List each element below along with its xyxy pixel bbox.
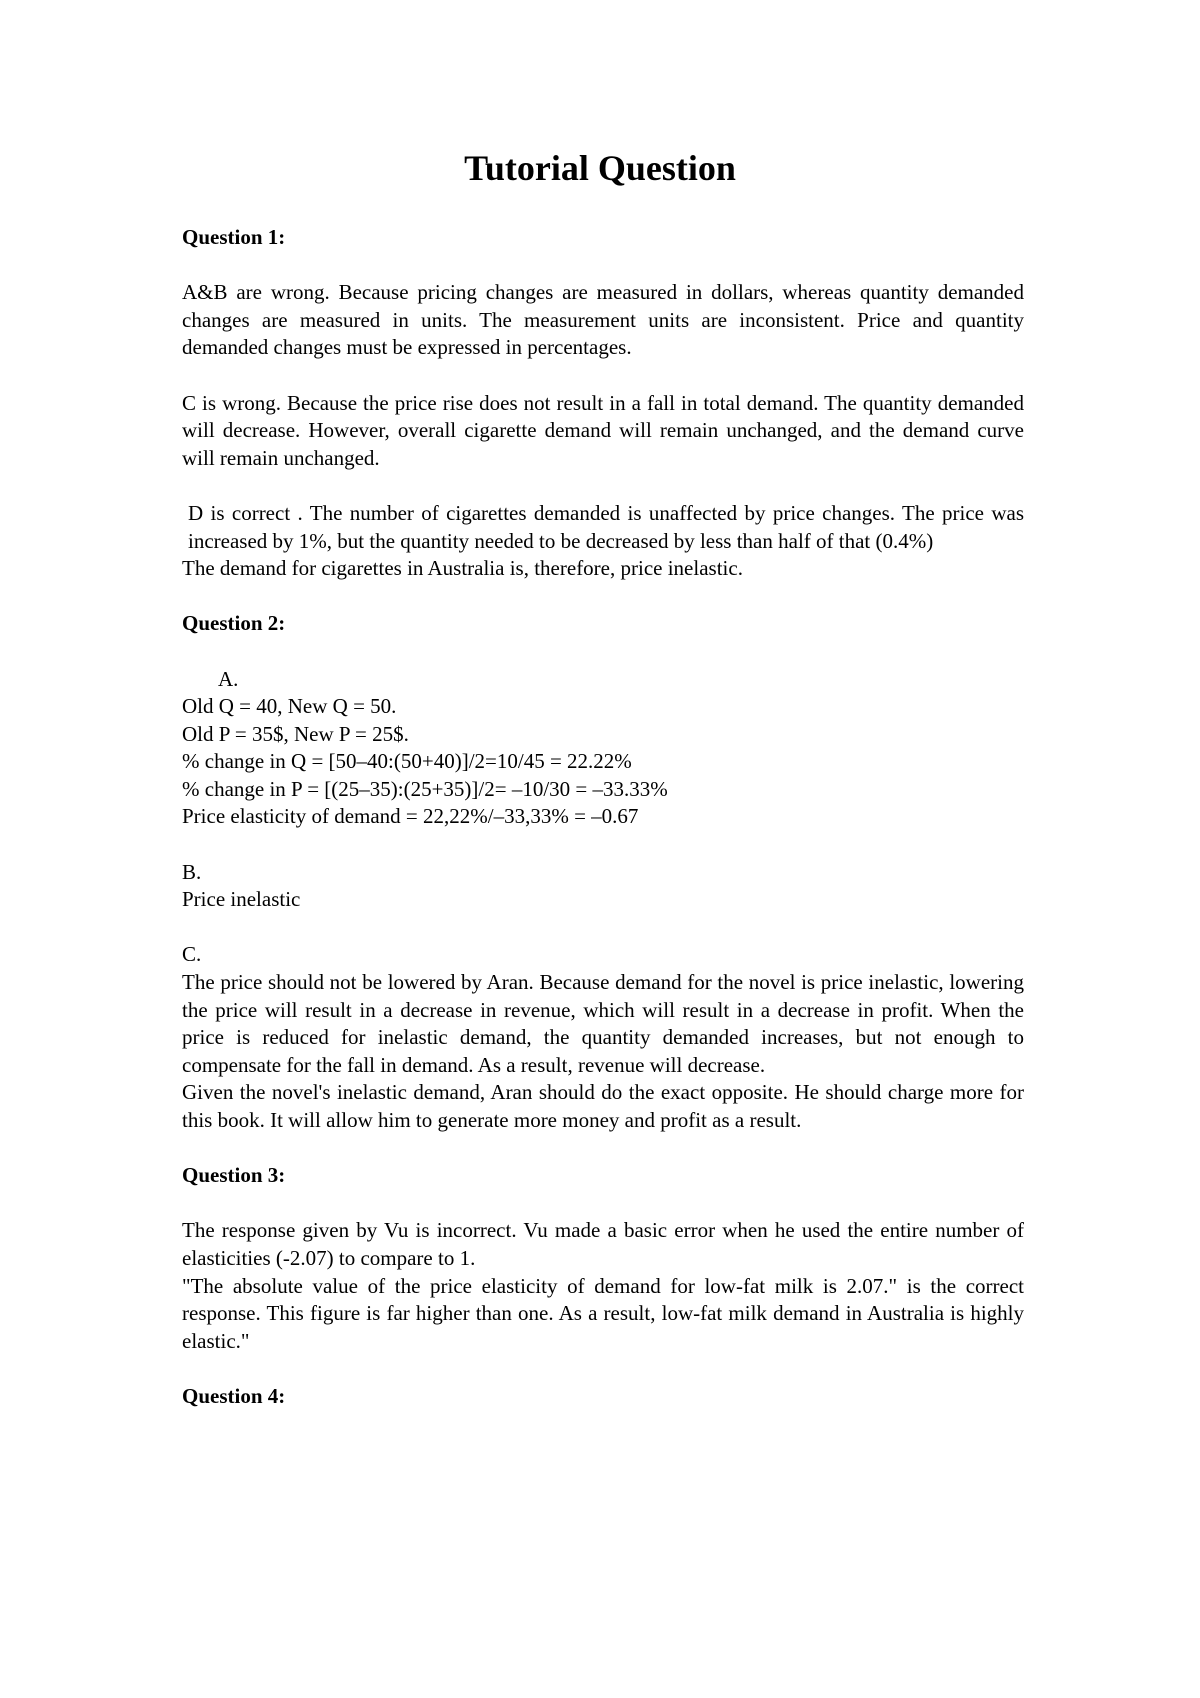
- question-2-part-c-paragraph-2: Given the novel's inelastic demand, Aran should do the exact opposite. He should charge more for this book. It will allow him to generate more money and profit as a result.: [182, 1080, 1024, 1132]
- question-2-part-b-text: Price inelastic: [182, 887, 301, 912]
- question-2-part-c-paragraph-1: The price should not be lowered by Aran. Because demand for the novel is price inelastic, lowering the price will result in a decrease in revenue, which will result in a decrease in profit. When the price is reduced for inelastic demand, the quantity demanded increases, but not enough to compensate for the fall in demand. As a result, revenue will decrease.: [182, 970, 1024, 1077]
- question-3-heading: Question 3:: [182, 1163, 286, 1188]
- question-1-paragraph-4: The demand for cigarettes in Australia is, therefore, price inelastic.: [182, 556, 743, 581]
- question-2-heading: Question 2:: [182, 611, 286, 636]
- page-title: Tutorial Question: [464, 148, 736, 188]
- question-2-part-a-line: Old Q = 40, New Q = 50.: [182, 694, 397, 719]
- question-2-part-a-line: Price elasticity of demand = 22,22%/–33,33% = –0.67: [182, 804, 639, 829]
- question-2-part-c-label: C.: [182, 942, 202, 967]
- question-1-heading: Question 1:: [182, 225, 286, 249]
- question-4-heading: Question 4:: [182, 1383, 286, 1408]
- question-2-part-a-line: % change in Q = [50–40:(50+40)]/2=10/45 = 22.22%: [182, 749, 632, 774]
- question-1-paragraph-3: D is correct . The number of cigarettes demanded is unaffected by price changes. The price was increased by 1%, but the quantity needed to be decreased by less than half of that (0.4%): [188, 500, 1024, 553]
- question-2-part-a-label: A.: [218, 666, 239, 691]
- question-1-paragraph-2: C is wrong. Because the price rise does not result in a fall in total demand. The quantity demanded will decrease. However, overall cigarette demand will remain unchanged, and the demand curve will remain unchanged.: [182, 390, 1024, 470]
- question-1-paragraph-1: A&B are wrong. Because pricing changes are measured in dollars, whereas quantity demanded changes are measured in units. The measurement units are inconsistent. Price and quantity demanded changes must be expressed in percentages.: [182, 280, 1024, 360]
- question-3-paragraph-1: The response given by Vu is incorrect. Vu made a basic error when he used the entire number of elasticities (-2.07) to compare to 1.: [182, 1218, 1024, 1270]
- question-2-part-a-line: % change in P = [(25–35):(25+35)]/2= –10/30 = –33.33%: [182, 776, 668, 801]
- question-2-part-b-label: B.: [182, 859, 202, 884]
- question-3-paragraph-2: "The absolute value of the price elasticity of demand for low-fat milk is 2.07." is the correct response. This figure is far higher than one. As a result, low-fat milk demand in Australia is highly elastic.": [182, 1273, 1024, 1353]
- document-body: [182, 224, 1024, 1411]
- question-2-part-a-line: Old P = 35$, New P = 25$.: [182, 721, 409, 746]
